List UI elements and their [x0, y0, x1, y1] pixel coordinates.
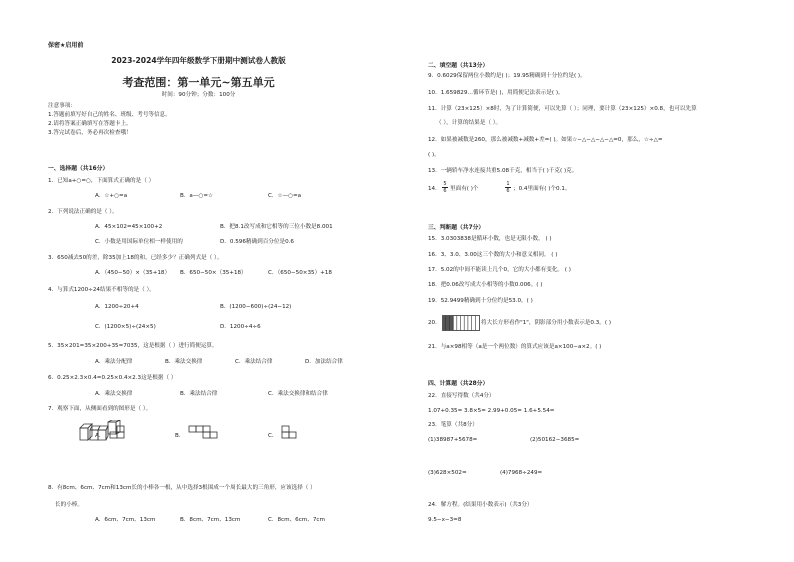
q1-option-c[interactable]: C．☆—○=a: [268, 193, 302, 199]
q7-option-c[interactable]: C．: [268, 433, 278, 439]
q2-option-d[interactable]: D．0.596精确到百分位是0.6: [220, 239, 294, 245]
exam-time: 时间：90分钟；分数：100分: [161, 92, 236, 98]
question-11: 11．计算（23×125）×8时，为了计算简便，可以先算（ ）；同理，要计算（23×125）×0.8，也可以先算: [428, 106, 697, 112]
q4-option-d[interactable]: D．1200÷4÷6: [220, 324, 261, 330]
q23-item-3: (3)628×502=: [428, 470, 467, 476]
q3-option-c[interactable]: C．（650−50×35）+18: [268, 270, 332, 276]
question-21: 21．与a×98相等（a是一个两位数）的算式应该是a×100−a×2。( ): [428, 344, 602, 350]
q6-option-b[interactable]: B．乘法结合律: [180, 391, 218, 397]
q8-option-a[interactable]: A．6cm、7cm、13cm: [95, 517, 156, 523]
q4-option-b[interactable]: B．(1200−600)÷(24−12): [220, 304, 292, 310]
view-c-icon: [280, 425, 298, 439]
question-15: 15．3.0303838是循环小数，也是无限小数。 ( ): [428, 236, 552, 242]
q7-option-a[interactable]: A．: [95, 433, 105, 439]
fraction-1-6: 1 6: [506, 181, 510, 194]
q23-item-2: (2)50162−3685=: [530, 437, 580, 443]
q3-option-a[interactable]: A．（450−50）×（35+18）: [95, 270, 171, 276]
question-8-cont: 长的小棒。: [55, 502, 83, 508]
q3-option-b[interactable]: B．650−50×（35+18）: [180, 270, 247, 276]
question-11-cont: （ ），计算的结果是（ ）。: [436, 120, 502, 126]
q5-option-c[interactable]: C．乘法结合律: [235, 359, 273, 365]
secure-label: 保密★启用前: [48, 42, 84, 49]
question-14-num: 14．: [428, 186, 441, 192]
notes-title: 注意事项：: [48, 103, 76, 109]
view-b-icon: [187, 425, 219, 439]
fraction-5-6: 5 6: [443, 181, 447, 194]
question-17: 17．5.02的中间不能读上几个0，它的大小都有变化。 ( ): [428, 267, 571, 273]
section-choice-title: 一、选择题（共16分）: [48, 166, 109, 172]
question-22-items: 1.07+0.35= 3.8×5= 2.99+0.05= 1.6+5.54=: [428, 408, 555, 414]
q5-option-b[interactable]: B．乘法交换律: [165, 359, 203, 365]
question-5: 5．35×201=35×200+35=7035，这是根据（ ）进行简便运算。: [48, 343, 218, 349]
question-13: 13．一辆轿车净水连接共重5.08千克，相当于( )千克( )克。: [428, 168, 578, 174]
q4-option-a[interactable]: A．1200÷20+4: [95, 304, 139, 310]
question-20: 将大长方形看作"1"，阴影部分用小数表示是0.3。( ): [481, 320, 612, 326]
question-19: 19．52.9499精确到十分位约是53.0。( ): [428, 298, 533, 304]
q4-option-c[interactable]: C．(1200×5)÷(24×5): [95, 324, 156, 330]
question-14-text: 里面有( )个: [450, 186, 479, 192]
notes-item: 2.请将答案正确填写在答题卡上。: [48, 121, 132, 127]
question-4: 4．与算式1200÷24结果不相等的是（ ）。: [48, 287, 155, 293]
exam-scope: 考查范围：第一单元~第五单元: [122, 76, 275, 89]
q2-option-a[interactable]: A．45×102=45×100+2: [95, 224, 163, 230]
q5-option-d[interactable]: D．加法结合律: [305, 359, 343, 365]
q5-option-a[interactable]: A．乘法分配律: [95, 359, 133, 365]
question-2: 2．下列说法正确的是（ ）。: [48, 209, 118, 215]
section-calc-title: 四、计算题（共28分）: [428, 381, 489, 387]
q2-option-c[interactable]: C．小数是用国际单位相一样使用的: [95, 239, 183, 245]
question-6: 6．0.25×2.3×0.4=0.25×0.4×2.3这是根据（ ）: [48, 375, 177, 381]
section-judge-title: 三、判断题（共7分）: [428, 225, 485, 231]
question-12-cont: ( )。: [428, 152, 440, 158]
question-22: 22．直接写得数（共4分）: [428, 393, 495, 399]
question-14-text2: ；0.4里面有( )个0.1。: [513, 186, 571, 192]
q6-option-a[interactable]: A．乘法交换律: [95, 391, 133, 397]
question-3: 3．650减去50的差，除35加上18的和，已经多少？正确列式是（ ）。: [48, 255, 223, 261]
q24-equation: 9.5−x−3=8: [428, 517, 462, 523]
q6-option-c[interactable]: C．乘法交换律和结合律: [268, 391, 328, 397]
q23-item-4: (4)7968÷249=: [500, 470, 543, 476]
question-1: 1．已知a+○=○，下面算式正确的是（ ）: [48, 178, 155, 184]
question-24: 24．解方程。(结果用小数表示)（共3分）: [428, 502, 533, 508]
notes-item: 1.答题前填写好自己的姓名、班级、考号等信息。: [48, 112, 171, 118]
q8-option-c[interactable]: C．8cm、6cm、7cm: [268, 517, 325, 523]
question-10: 10．1.659829…循环节是( )，用简便记法表示是( )。: [428, 90, 564, 96]
question-8: 8．有8cm、6cm、7cm和13cm长的小棒各一根，从中选择3根围成一个周长最大的三角形，应该选择（ ）: [48, 485, 316, 491]
section-fill-title: 二、填空题（共13分）: [428, 63, 489, 69]
question-16: 16．3、3.0、3.00这三个数的大小和意义相同。 ( ): [428, 252, 558, 258]
question-18: 18．把0.06改写成大小相等的小数0.006。( ): [428, 282, 543, 288]
shaded-rectangle-icon: [442, 315, 480, 331]
q1-option-b[interactable]: B．a—○=☆: [180, 193, 214, 199]
q1-option-a[interactable]: A．☆+○=a: [95, 193, 128, 199]
view-a-icon: [108, 425, 126, 439]
notes-item: 3.答完试卷后，务必再次检查哦！: [48, 130, 132, 136]
question-12: 12．如果被减数是260，那么被减数+减数+差=( )。如果☆−△−△−△−△=0，那么，☆÷△=: [428, 137, 663, 143]
q2-option-b[interactable]: B．把8.1改写成和它相等的三位小数是8.001: [220, 224, 333, 230]
q8-option-b[interactable]: B．8cm、7cm、13cm: [180, 517, 241, 523]
q7-option-b[interactable]: B．: [175, 433, 185, 439]
question-9: 9．0.6029保留两位小数约是( )；19.95精确到十分位约是( )。: [428, 73, 586, 79]
question-20-num: 20．: [428, 320, 441, 326]
question-23: 23．笔算（共8分）: [428, 422, 478, 428]
question-7: 7．观察下面，从侧面看到的图形是（ ）。: [48, 406, 152, 412]
q23-item-1: (1)38987+5678=: [428, 437, 478, 443]
exam-title: 2023-2024学年四年级数学下册期中测试卷人教版: [111, 56, 286, 65]
